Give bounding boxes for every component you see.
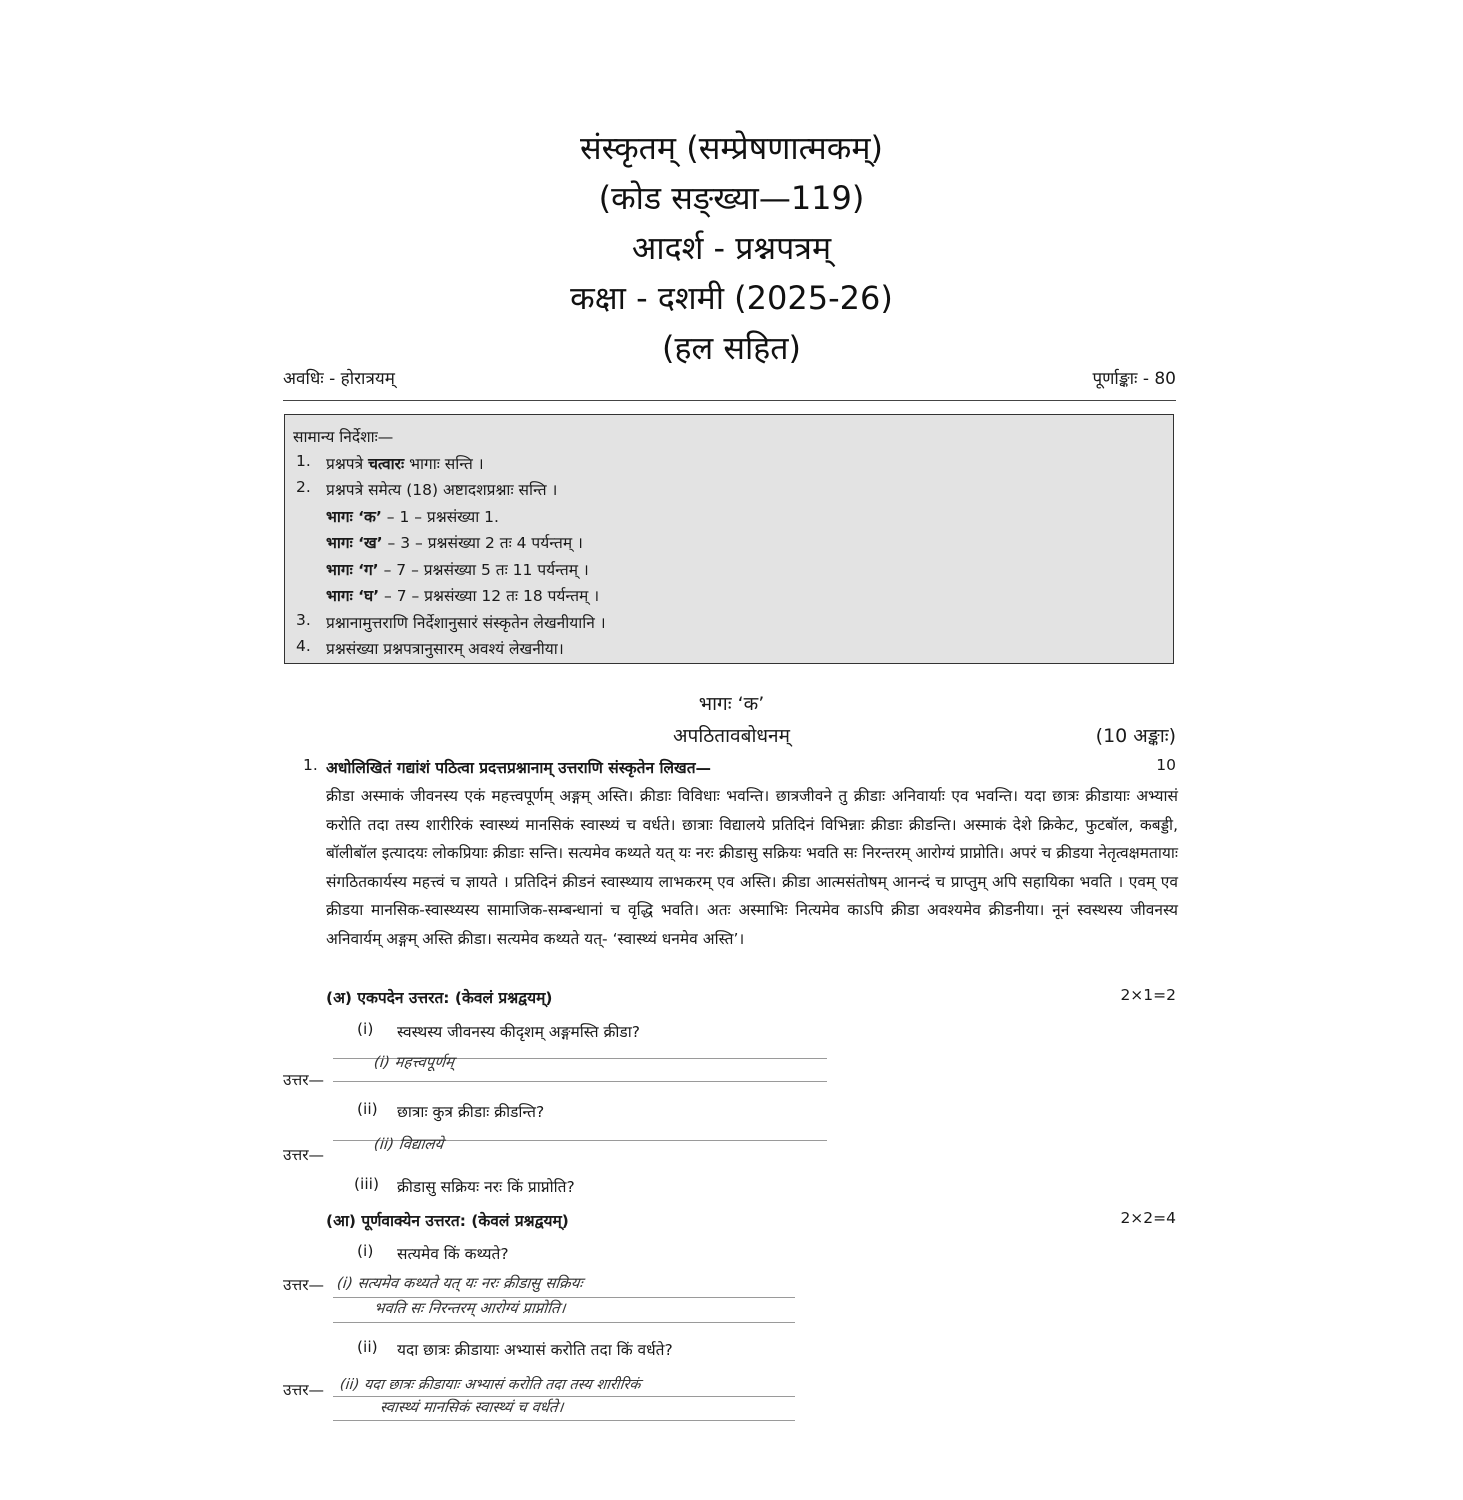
answer-label: उत्तर— xyxy=(283,1276,325,1294)
instruction-item: प्रश्नपत्रे समेत्य (18) अष्टादशप्रश्नाः सन्ति । xyxy=(326,481,558,499)
question-marks: 10 xyxy=(1156,756,1176,774)
instruction-number: 1. xyxy=(296,452,311,470)
handwritten-answer: (ii) यदा छात्रः क्रीडायाः अभ्यासं करोति तदा तस्य शारीरिकं xyxy=(339,1377,642,1393)
title-line-2: (कोड सङ्ख्या—119) xyxy=(598,179,865,217)
instruction-part-row: भागः ‘क’ – 1 – प्रश्नसंख्या 1. xyxy=(326,508,499,526)
section-marks: (10 अङ्काः) xyxy=(1095,725,1176,747)
handwritten-answer: (ii) विद्यालये xyxy=(373,1135,445,1153)
sub-question-number: (ii) xyxy=(357,1338,378,1356)
title-line-5: (हल सहित) xyxy=(662,329,801,367)
title-line-1: संस्कृतम् (सम्प्रेषणात्मकम्) xyxy=(580,129,883,167)
answer-label: उत्तर— xyxy=(283,1146,325,1164)
answer-rule xyxy=(333,1420,795,1421)
section-name: अपठितावबोधनम् xyxy=(673,725,790,747)
instructions-heading: सामान्य निर्देशाः— xyxy=(293,428,394,446)
answer-label: उत्तर— xyxy=(283,1381,325,1399)
handwritten-answer: स्वास्थ्यं मानसिकं स्वास्थ्यं च वर्धते। xyxy=(379,1398,565,1416)
instruction-part-row: भागः ‘ग’ – 7 – प्रश्नसंख्या 5 तः 11 पर्यन्तम् । xyxy=(326,561,589,579)
title-line-4: कक्षा - दशमी (2025-26) xyxy=(570,279,893,317)
instruction-item: प्रश्नसंख्या प्रश्नपत्रानुसारम् अवश्यं लेखनीया। xyxy=(326,640,564,658)
sub-question-number: (ii) xyxy=(357,1100,378,1118)
sub-question-number: (i) xyxy=(357,1242,374,1260)
instruction-part-row: भागः ‘ख’ – 3 – प्रश्नसंख्या 2 तः 4 पर्यन्तम् । xyxy=(326,534,583,552)
handwritten-answer: (i) महत्त्वपूर्णम् xyxy=(373,1053,455,1071)
instruction-item: प्रश्नपत्रे चत्वारः भागाः सन्ति । xyxy=(326,455,484,473)
general-instructions-box xyxy=(284,414,1174,664)
handwritten-answer: भवति सः निरन्तरम् आरोग्यं प्राप्नोति। xyxy=(373,1299,567,1317)
answer-rule xyxy=(333,1081,827,1082)
instruction-number: 2. xyxy=(296,478,311,496)
section-part-label: भागः ‘क’ xyxy=(698,693,765,715)
part-a-marks: 2×1=2 xyxy=(1120,986,1176,1004)
max-marks: पूर्णाङ्काः - 80 xyxy=(1092,369,1176,389)
sub-question-text: स्वस्थस्य जीवनस्य कीदृशम् अङ्गमस्ति क्रीडा? xyxy=(397,1023,640,1041)
unseen-passage: क्रीडा अस्माकं जीवनस्य एकं महत्त्वपूर्णम् अङ्गम् अस्ति। क्रीडाः विविधाः भवन्ति। छात्रजीवने तु क्रीडाः अनिवार्याः एव भवन्ति। यदा छात्रः क्रीडायाः अभ्यासं करोति तदा तस्य शारीरिकं स्वास्थ्यं मानसिकं स्वास्थ्यं च वर्धते। छात्राः विद्यालये प्रतिदिनं विभिन्नाः क्रीडाः क्रीडन्ति। अस्माकं देशे क्रिकेट, फुटबॉल, कबड्डी, बॉलीबॉल इत्यादयः लोकप्रियाः क्रीडाः सन्ति। सत्यमेव कथ्यते यत् यः नरः क्रीडासु सक्रियः भवति सः निरन्तरम् आरोग्यं प्राप्नोति। अपरं च क्रीडया नेतृत्वक्षमतायाः संगठितकार्यस्य महत्त्वं च ज्ञायते । प्रतिदिनं क्रीडनं स्वास्थ्याय लाभकरम् एव अस्ति। क्रीडा आत्मसंतोषम् आनन्दं च प्राप्तुम् अपि सहायिका भवति । एवम् एव क्रीडया मानसिक-स्वास्थ्यस्य सामाजिक-सम्बन्धानां च वृद्धि भवति। अतः अस्माभिः नित्यमेव काऽपि क्रीडा अवश्यमेव क्रीडनीया। नूनं स्वस्थस्य जीवनस्य अनिवार्यम् अङ्गम् अस्ति क्रीडा। सत्यमेव कथ्यते यत्- ‘स्वास्थ्यं धनमेव अस्ति’। xyxy=(326,787,1178,948)
instruction-number: 4. xyxy=(296,637,311,655)
sub-question-text: छात्राः कुत्र क्रीडाः क्रीडन्ति? xyxy=(397,1103,545,1121)
sub-question-number: (iii) xyxy=(354,1175,380,1193)
instruction-item: प्रश्नानामुत्तराणि निर्देशानुसारं संस्कृतेन लेखनीयानि । xyxy=(326,614,606,632)
handwritten-answer: (i) सत्यमेव कथ्यते यत् यः नरः क्रीडासु सक्रियः xyxy=(336,1274,584,1292)
part-aa-marks: 2×2=4 xyxy=(1120,1209,1176,1227)
header-divider xyxy=(283,400,1176,401)
part-a-heading: (अ) एकपदेन उत्तरत: (केवलं प्रश्नद्वयम्) xyxy=(326,989,553,1007)
answer-label: उत्तर— xyxy=(283,1071,325,1089)
question-text: अधोलिखितं गद्यांशं पठित्वा प्रदत्तप्रश्नानाम् उत्तराणि संस्कृतेन लिखत— xyxy=(326,759,712,777)
instruction-number: 3. xyxy=(296,611,311,629)
answer-rule xyxy=(333,1322,795,1323)
instruction-part-row: भागः ‘घ’ – 7 – प्रश्नसंख्या 12 तः 18 पर्यन्तम् । xyxy=(326,587,600,605)
question-number: 1. xyxy=(303,756,318,774)
duration: अवधिः - होरात्रयम् xyxy=(283,369,395,389)
title-line-3: आदर्श - प्रश्नपत्रम् xyxy=(631,229,832,267)
sub-question-text: सत्यमेव किं कथ्यते? xyxy=(397,1245,509,1263)
sub-question-number: (i) xyxy=(357,1020,374,1038)
part-aa-heading: (आ) पूर्णवाक्येन उत्तरत: (केवलं प्रश्नद्वयम्) xyxy=(326,1212,569,1230)
sub-question-text: क्रीडासु सक्रियः नरः किं प्राप्नोति? xyxy=(397,1178,575,1196)
sub-question-text: यदा छात्रः क्रीडायाः अभ्यासं करोति तदा किं वर्धते? xyxy=(397,1341,673,1359)
